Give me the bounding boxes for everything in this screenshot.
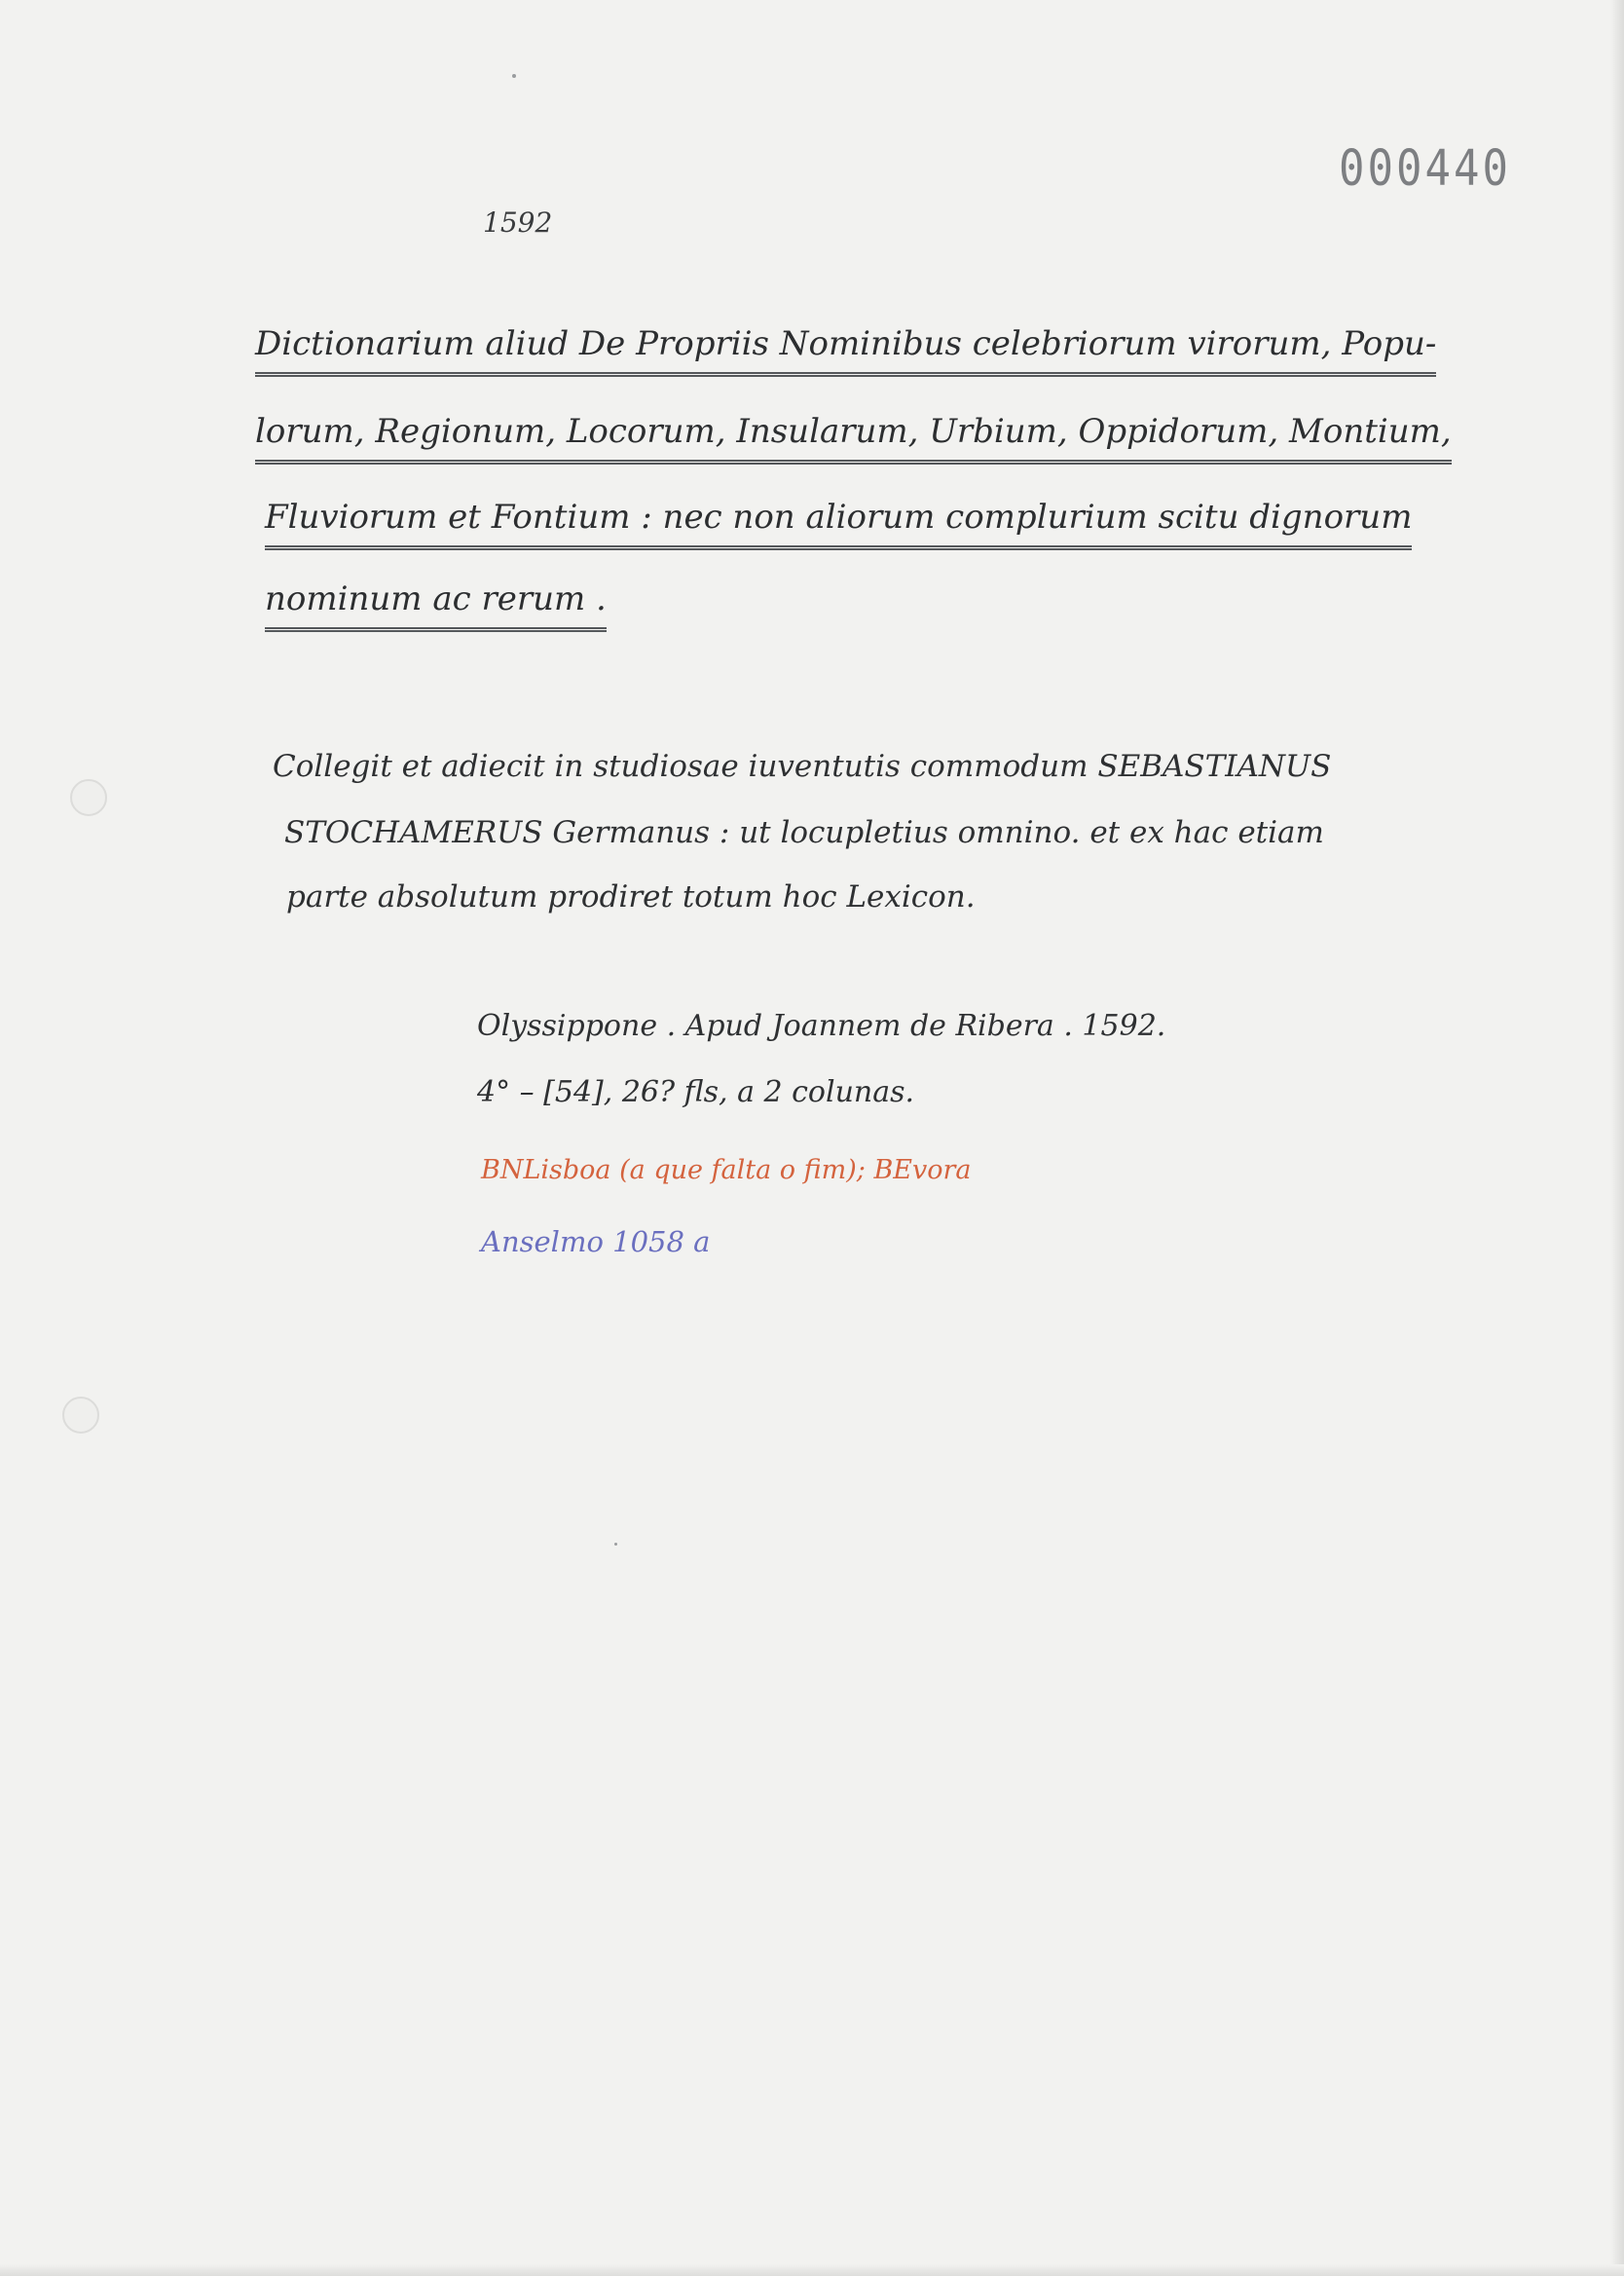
title-line-1: [255, 317, 1436, 376]
paper-speck: [512, 74, 516, 78]
title-line-4: [265, 573, 607, 631]
holding-locations: BNLisboa (a que falta o fim); BEvora: [481, 1155, 972, 1185]
page-edge-shadow-right: [1610, 0, 1624, 2276]
title-line-2: [255, 405, 1452, 464]
imprint-place-line: Olyssippone . Apud Joannem de Ribera . 1592.: [477, 1009, 1166, 1043]
description-line-2: STOCHAMERUS Germanus : ut locupletius omnino. et ex hac etiam: [284, 815, 1324, 850]
description-line-1: Collegit et adiecit in studiosae iuventutis commodum SEBASTIANUS: [273, 749, 1332, 784]
title-line-1-text: Dictionarium aliud De Propriis Nominibus celebriorum virorum, Popu-: [255, 317, 1436, 377]
imprint-format-line: 4° – [54], 26? fls, a 2 colunas.: [477, 1075, 915, 1109]
punch-hole-top: [70, 779, 107, 816]
title-line-3: [265, 491, 1412, 549]
title-line-3-text: Fluviorum et Fontium : nec non aliorum complurium scitu dignorum: [265, 491, 1412, 550]
publication-year: 1592: [483, 206, 553, 239]
title-line-2-text: lorum, Regionum, Locorum, Insularum, Urbium, Oppidorum, Montium,: [255, 405, 1452, 465]
bibliographic-reference: Anselmo 1058 a: [481, 1225, 711, 1258]
paper-speck: [614, 1543, 617, 1546]
punch-hole-bottom: [62, 1397, 99, 1434]
description-line-3: parte absolutum prodiret totum hoc Lexicon.: [286, 879, 976, 914]
page-edge-shadow-bottom: [0, 2264, 1624, 2276]
title-line-4-text: nominum ac rerum .: [265, 573, 607, 632]
record-number-stamp: 000440: [1339, 140, 1511, 198]
